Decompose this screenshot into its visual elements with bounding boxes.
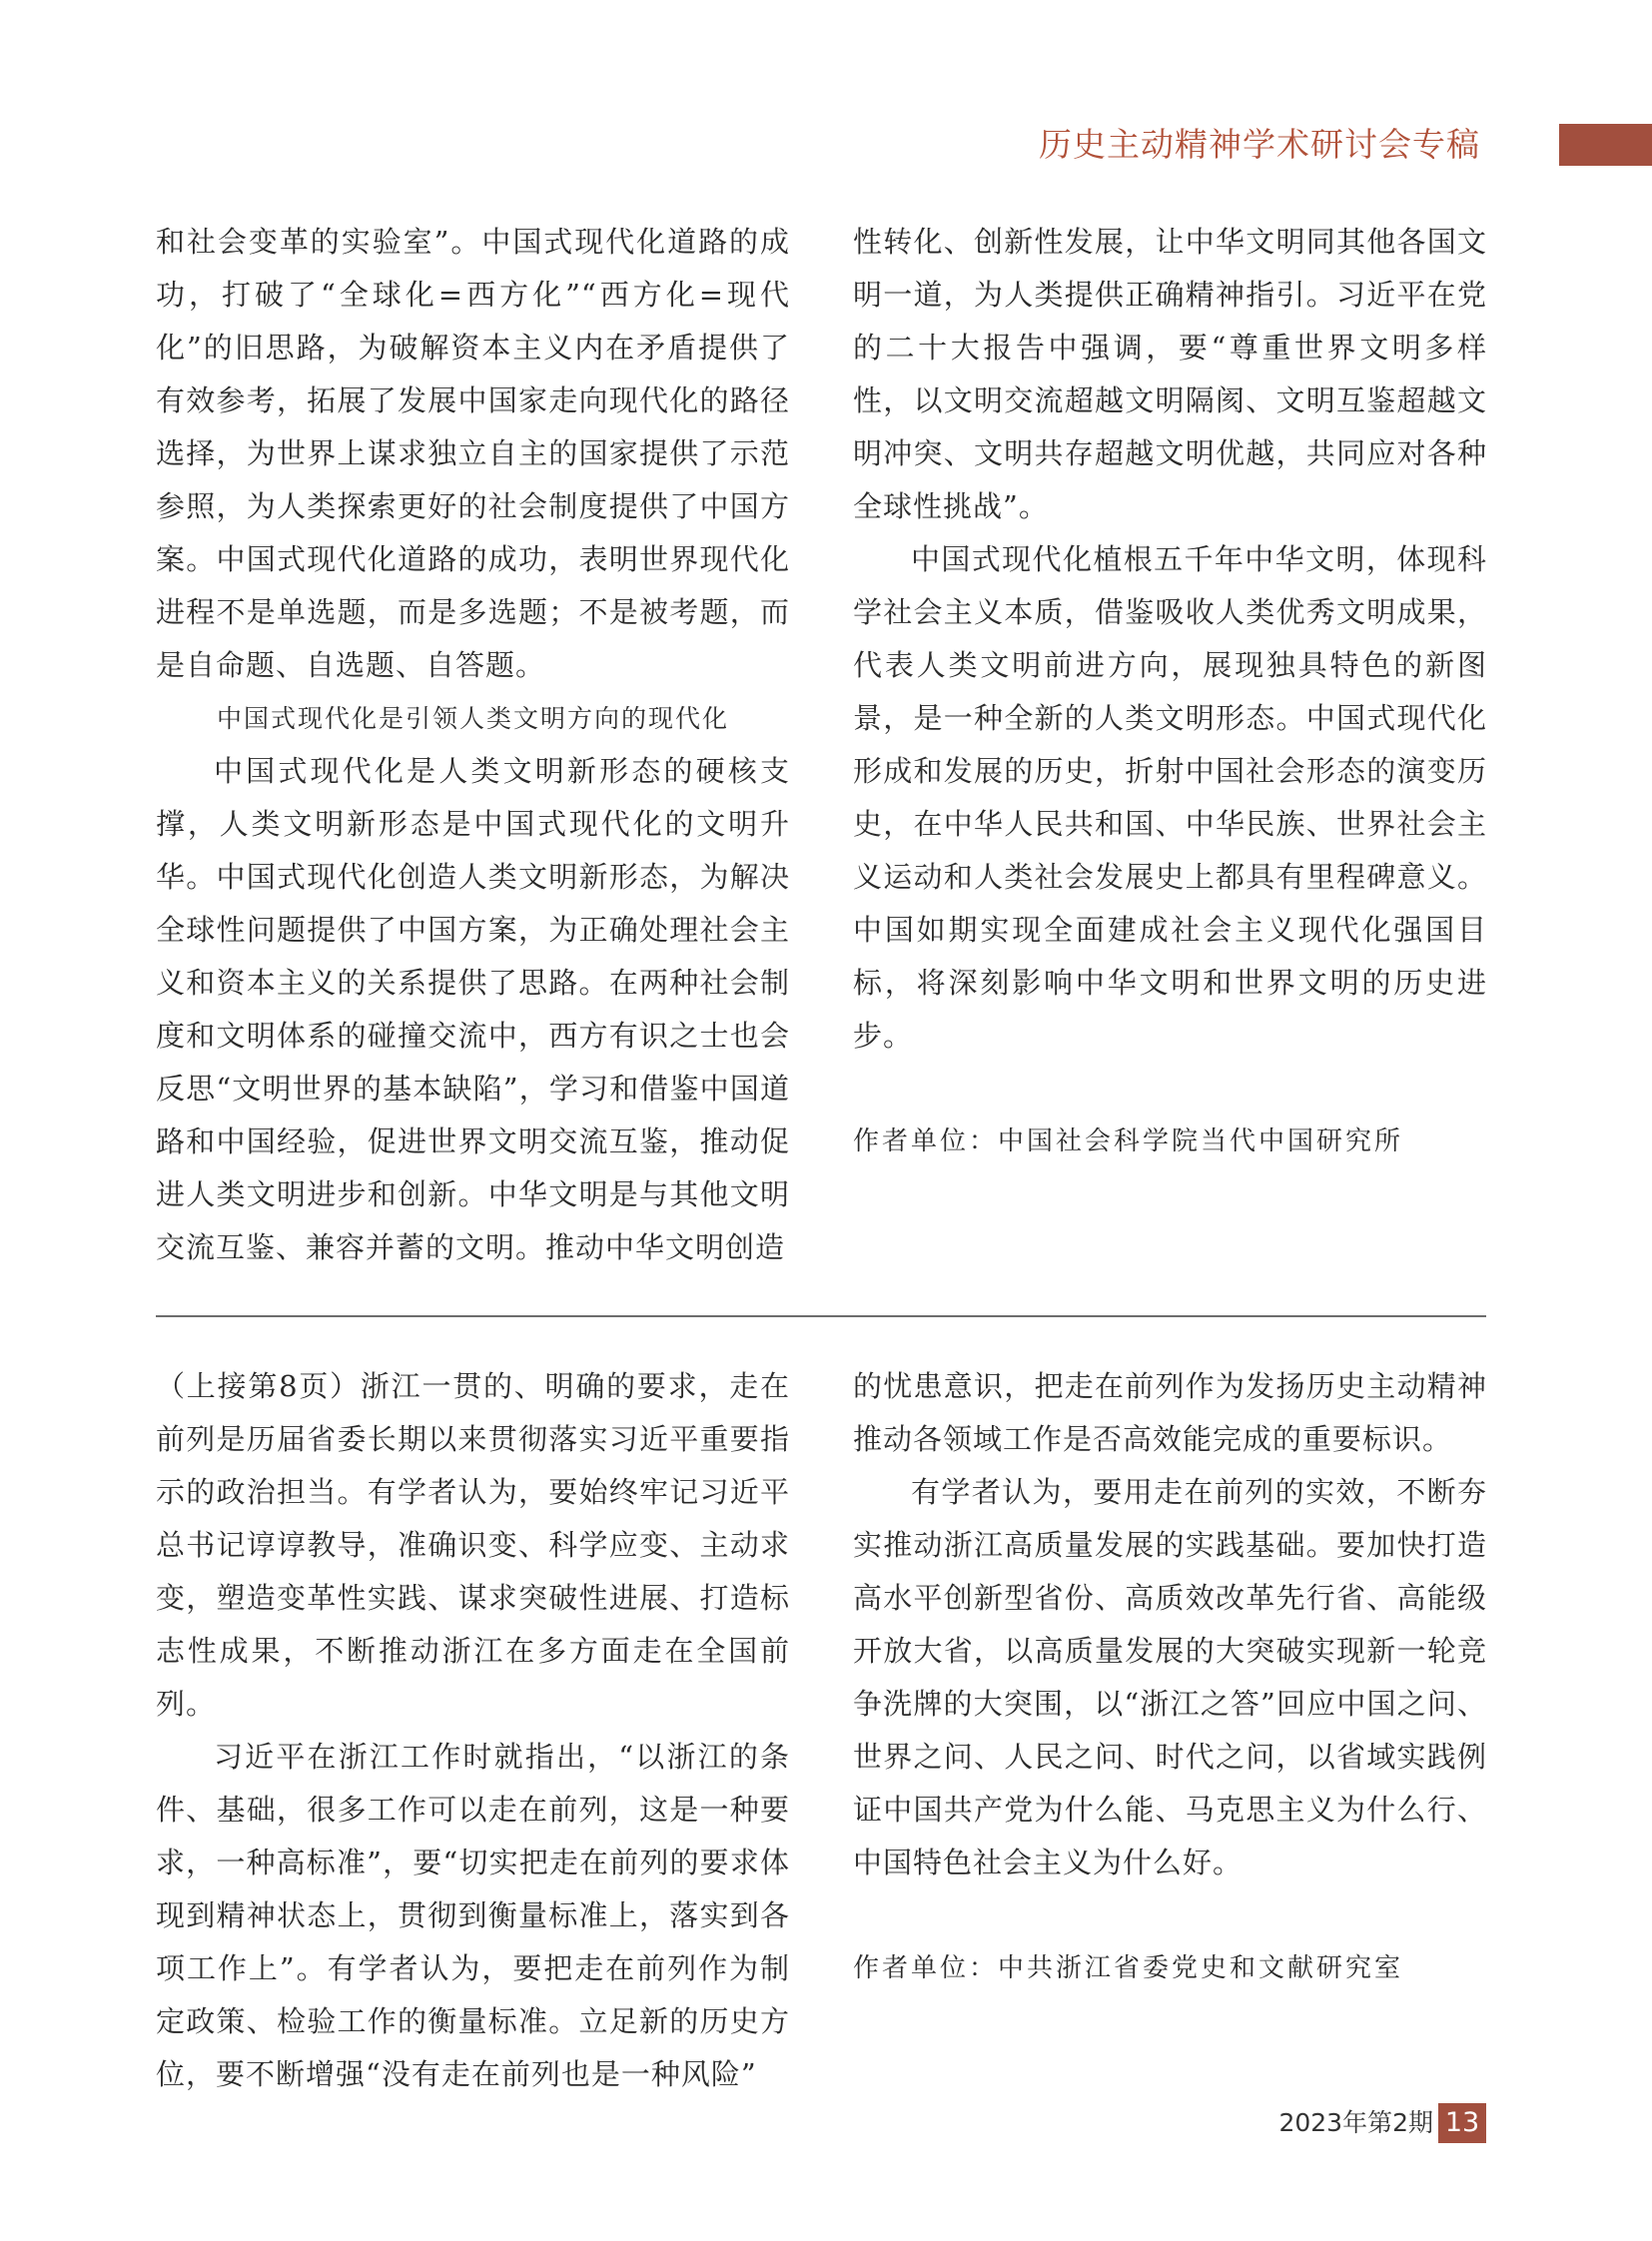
article-divider	[156, 1315, 1486, 1317]
paragraph: 性转化、创新性发展，让中华文明同其他各国文明一道，为人类提供正确精神指引。习近平在党的二十大报告中强调，要“尊重世界文明多样性，以文明交流超越文明隔阂、文明互鉴超越文明冲突、文明共存超越文明优越，共同应对各种全球性挑战”。	[853, 225, 1487, 523]
paragraph: 中国式现代化是人类文明新形态的硬核支撑，人类文明新形态是中国式现代化的文明升华。中国式现代化创造人类文明新形态，为解决全球性问题提供了中国方案，为正确处理社会主义和资本主义的关系提供了思路。在两种社会制度和文明体系的碰撞交流中，西方有识之士也会反思“文明世界的基本缺陷”，学习和借鉴中国道路和中国经验，促进世界文明交流互鉴，推动促进人类文明进步和创新。中华文明是与其他文明交流互鉴、兼容并蓄的文明。推动中华文明创造	[156, 754, 790, 1264]
paragraph: 的忧患意识，把走在前列作为发扬历史主动精神推动各领域工作是否高效能完成的重要标识。	[853, 1369, 1487, 1456]
section-subheading: 中国式现代化是引领人类文明方向的现代化	[216, 704, 729, 733]
paragraph: 习近平在浙江工作时就指出，“以浙江的条件、基础，很多工作可以走在前列，这是一种要求，一种高标准”，要“切实把走在前列的要求体现到精神状态上，贯彻到衡量标准上，落实到各项工作上”。有学者认为，要把走在前列作为制定政策、检验工作的衡量标准。立足新的历史方位，要不断增强“没有走在前列也是一种风险”	[156, 1740, 790, 2091]
article-a-left-column	[156, 216, 790, 1274]
author-affiliation: 作者单位：中共浙江省委党史和文献研究室	[853, 1953, 1404, 1983]
section-accent-bar	[1559, 124, 1652, 166]
paragraph: 和社会变革的实验室”。中国式现代化道路的成功，打破了“全球化=西方化”“西方化=现代化”的旧思路，为破解资本主义内在矛盾提供了有效参考，拓展了发展中国家走向现代化的路径选择，为世界上谋求独立自主的国家提供了示范参照，为人类探索更好的社会制度提供了中国方案。中国式现代化道路的成功，表明世界现代化进程不是单选题，而是多选题；不是被考题，而是自命题、自选题、自答题。	[156, 225, 790, 682]
article-b-right-column	[853, 1360, 1487, 1995]
paragraph: 中国式现代化植根五千年中华文明，体现科学社会主义本质，借鉴吸收人类优秀文明成果，代表人类文明前进方向，展现独具特色的新图景，是一种全新的人类文明形态。中国式现代化形成和发展的历史，折射中国社会形态的演变历史，在中华人民共和国、中华民族、世界社会主义运动和人类社会发展史上都具有里程碑意义。中国如期实现全面建成社会主义现代化强国目标，将深刻影响中华文明和世界文明的历史进步。	[853, 542, 1487, 1053]
page-number: 13	[1438, 2103, 1486, 2143]
article-a-right-column	[853, 216, 1487, 1168]
paragraph: 有学者认为，要用走在前列的实效，不断夯实推动浙江高质量发展的实践基础。要加快打造高水平创新型省份、高质效改革先行省、高能级开放大省，以高质量发展的大突破实现新一轮竞争洗牌的大突围，以“浙江之答”回应中国之问、世界之问、人民之问、时代之问，以省域实践例证中国共产党为什么能、马克思主义为什么行、中国特色社会主义为什么好。	[853, 1475, 1487, 1879]
author-affiliation: 作者单位：中国社会科学院当代中国研究所	[853, 1126, 1404, 1156]
paragraph: （上接第8页）浙江一贯的、明确的要求，走在前列是历届省委长期以来贯彻落实习近平重要指示的政治担当。有学者认为，要始终牢记习近平总书记谆谆教导，准确识变、科学应变、主动求变，塑造变革性实践、谋求突破性进展、打造标志性成果，不断推动浙江在多方面走在全国前列。	[156, 1369, 790, 1721]
issue-label: 2023年第2期	[1278, 2108, 1433, 2137]
article-b-left-column	[156, 1360, 790, 2101]
section-title: 历史主动精神学术研讨会专稿	[1039, 125, 1480, 164]
